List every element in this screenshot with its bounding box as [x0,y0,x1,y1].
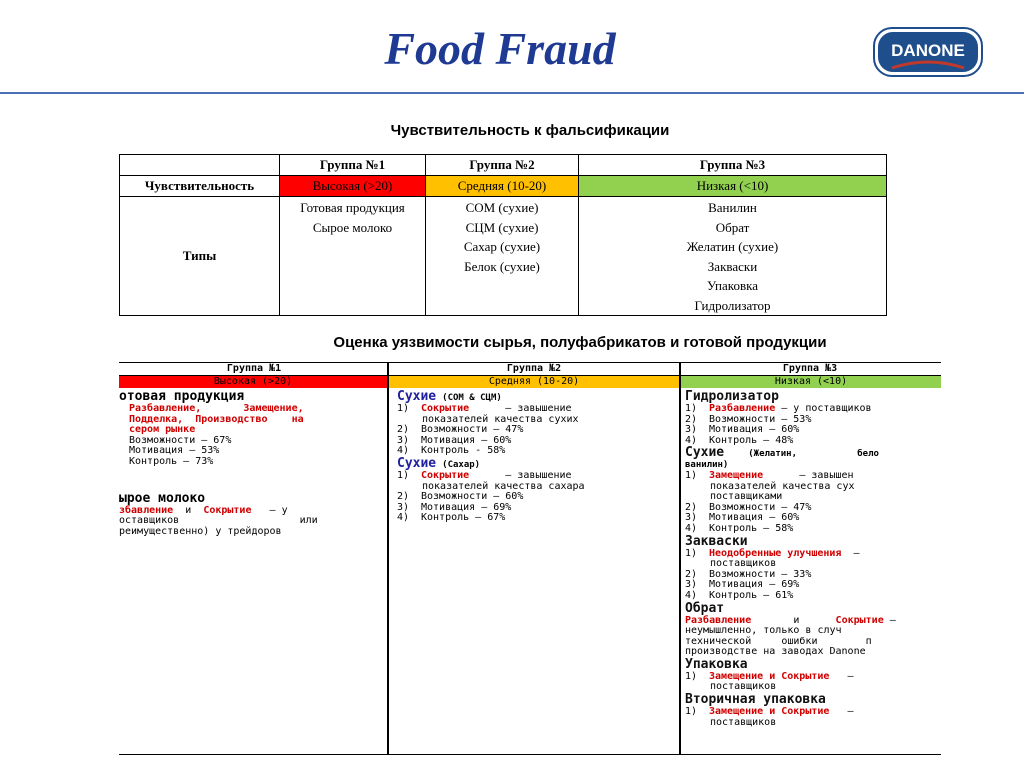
starters-metric: 3) Мотивация – 69% [685,579,800,591]
vuln-level-low: Низкая (<10) [681,376,941,388]
sugar-metric: 2) Возможности – 60% [397,491,524,503]
column-divider [387,362,389,754]
vuln-group-3-header: Группа №3 [679,362,941,376]
milk-risk-line-2: оставщиков или [119,515,318,527]
milk-risk-line-1: збавление и Сокрытие – у [119,504,288,516]
vuln-level-high: Высокая (>20) [119,376,387,388]
secondary-packaging-risk-line-2: поставщиков [710,716,777,728]
product-metric: Контроль – 73% [129,455,214,467]
vulnerability-table-bottom-border [119,754,941,755]
product-risks-line-3: сером рынке [129,424,196,436]
sugar-metric: 4) Контроль – 67% [397,512,506,524]
milk-risk-line-3: реимущественно) у трейдоров [119,525,282,537]
gelatin-title: Сухие (Желатин, бело [685,445,879,461]
sugar-risk: 1) Сокрытие – завышение [397,469,572,481]
sensitivity-table [119,154,887,316]
logo-text: DANONE [891,41,965,60]
type-item: Желатин (сухие) [686,239,779,254]
skim-risk: Разбавление и Сокрытие – [685,614,896,626]
type-item: Обрат [715,219,750,235]
group-3-column [685,390,941,728]
group-1-header: Группа №1 [280,155,426,176]
secondary-packaging-title: Вторичная упаковка [685,692,826,708]
group-1-column [119,390,381,537]
sensitivity-heading: Чувствительность к фальсификации [390,122,670,139]
skim-risk-line-4: производстве на заводах Danone [685,646,866,658]
gelatin-metric: 4) Контроль – 58% [685,522,794,534]
level-high: Высокая (>20) [280,176,426,197]
group-3-types [579,197,887,316]
type-item: Упаковка [707,278,758,293]
vulnerability-heading: Оценка уязвимости сырья, полуфабрикатов и готовой продукции [333,334,827,351]
milk-title: ырое молоко [119,490,206,506]
type-item: Ванилин [708,200,757,215]
product-risks-line-2: Подделка, Производство на [129,413,304,425]
product-risks-line-1: Разбавление, Замещение, [129,403,304,414]
type-item: СЦМ (сухие) [465,219,539,235]
type-item: Сахар (сухие) [463,239,541,254]
starters-metric: 2) Возможности – 33% [685,568,812,580]
starters-title: Закваски [685,533,748,549]
packaging-risk-line-2: поставщиков [710,681,777,693]
sugar-metric: 3) Мотивация – 69% [397,501,512,513]
vuln-level-medium: Средняя (10-20) [389,376,679,388]
group-1-types [280,197,426,316]
group-3-header: Группа №3 [579,155,887,176]
product-metric: Возможности – 67% [129,434,232,446]
corner-cell [120,155,280,176]
gelatin-risk: 1) Замещение – завышен [685,469,854,481]
group-2-types [426,197,579,316]
product-metric: Мотивация – 53% [129,445,220,457]
gelatin-metric: 3) Мотивация – 60% [685,512,800,524]
gelatin-risk-line-3: поставщиками [710,491,783,503]
group-2-header: Группа №2 [426,155,579,176]
hydrolysate-metric: 4) Контроль – 48% [685,434,794,446]
starters-risk-line-2: поставщиков [710,558,777,570]
skim-risk-line-2: неумышленно, только в случ [685,625,842,637]
starters-metric: 4) Контроль – 61% [685,589,794,601]
dry-milk-metric: 2) Возможности – 47% [397,424,524,436]
dry-milk-metric: 3) Мотивация – 60% [397,434,512,446]
page-title: Food Fraud [384,23,616,74]
header-divider [0,92,1024,94]
level-medium: Средняя (10-20) [426,176,579,197]
type-item: Сырое молоко [312,219,393,235]
gelatin-risk-line-2: показателей качества сух [710,480,855,492]
starters-risk: 1) Неодобренные улучшения – [685,547,860,559]
type-item: Белок (сухие) [464,258,540,274]
type-item: Готовая продукция [300,200,405,215]
gelatin-subtitle: ванилин) [685,460,729,471]
type-item: Закваски [707,258,758,274]
sensitivity-label: Чувствительность [120,176,280,197]
sugar-risk-line-2: показателей качества сахара [422,480,585,492]
sugar-title: Сухие (Сахар) [397,455,481,471]
column-divider [679,362,681,754]
hydrolysate-risk: 1) Разбавление – у поставщиков [685,403,872,414]
dry-milk-metric: 4) Контроль - 58% [397,445,506,457]
type-item: СОМ (сухие) [465,200,539,215]
vuln-group-2-header: Группа №2 [389,362,679,376]
packaging-title: Упаковка [685,656,748,672]
dry-milk-risk: 1) Сокрытие – завышение [397,403,572,414]
hydrolysate-metric: 2) Возможности – 53% [685,413,812,425]
dry-milk-title: Сухие (СОМ & СЦМ) [397,389,502,404]
gelatin-metric: 2) Возможности – 47% [685,501,812,513]
danone-logo [872,26,984,78]
type-item: Гидролизатор [694,297,771,313]
hydrolysate-metric: 3) Мотивация – 60% [685,424,800,436]
vulnerability-table [119,362,941,754]
dry-milk-risk-line-2: показателей качества сухих [422,413,579,425]
vuln-group-1-header: Группа №1 [119,362,389,376]
skim-title: Обрат [685,600,725,616]
skim-risk-line-3: технической ошибки п [685,635,872,647]
level-low: Низкая (<10) [579,176,887,197]
types-label: Типы [120,197,280,316]
group-2-column [397,390,673,524]
secondary-packaging-risk: 1) Замещение и Сокрытие – [685,706,854,718]
packaging-risk: 1) Замещение и Сокрытие – [685,670,854,682]
product-title: отовая продукция [119,389,245,404]
hydrolysate-title: Гидролизатор [685,389,779,404]
